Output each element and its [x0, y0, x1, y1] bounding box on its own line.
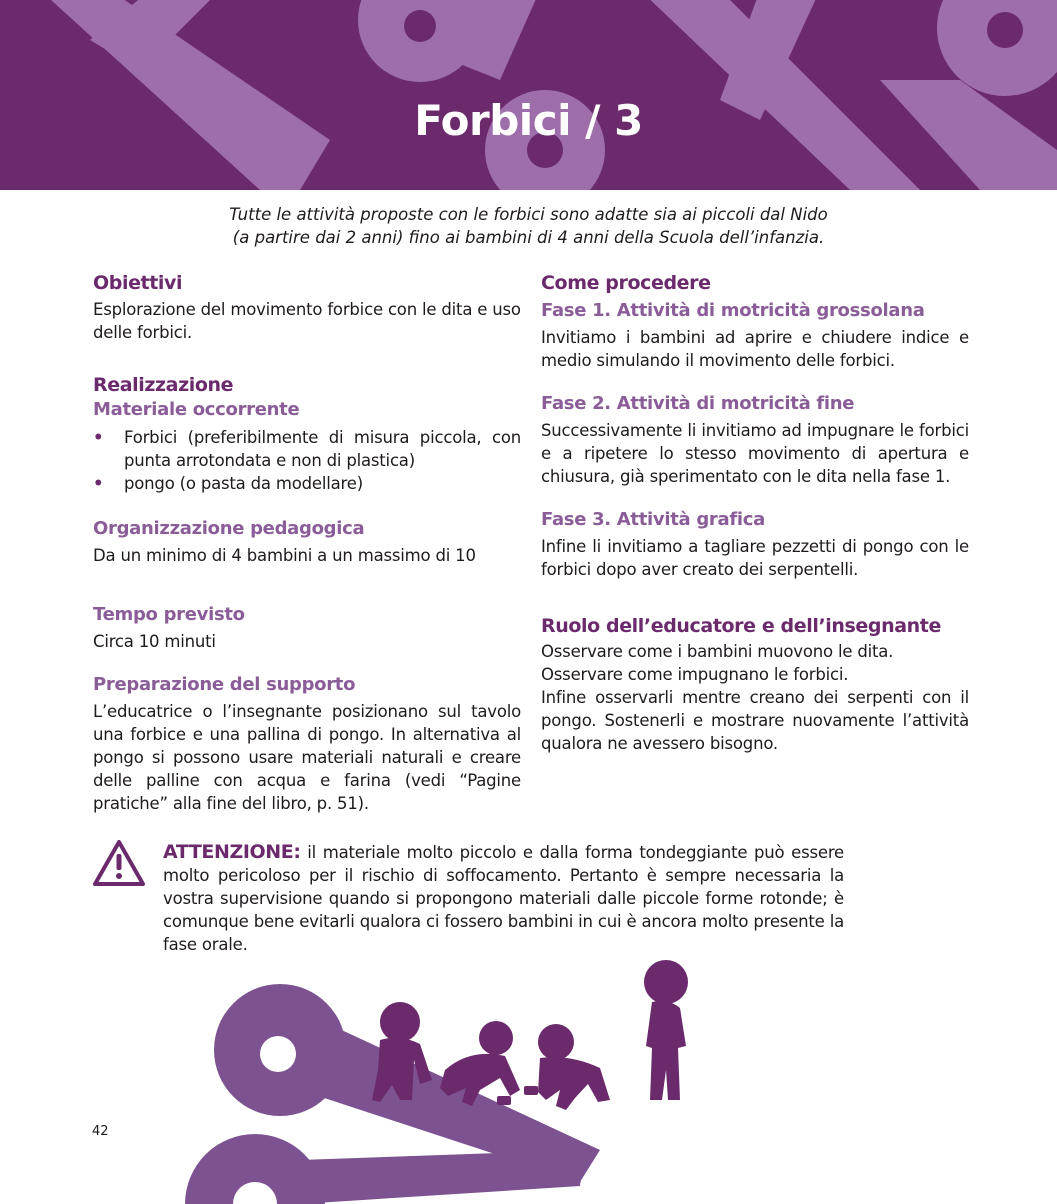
left-column	[93, 270, 521, 815]
fase3-heading: Fase 3. Attività grafica	[541, 509, 765, 530]
scissors-pattern-decoration	[0, 0, 1057, 190]
ruolo-heading: Ruolo dell’educatore e dell’insegnante	[541, 615, 941, 637]
warning-label: ATTENZIONE:	[163, 841, 301, 863]
list-item	[93, 472, 521, 495]
ruolo-line: Infine osservarli mentre creano dei serpenti con il pongo. Sostenerli e mostrare nuovamente l’attività qualora ne avessero bisogno.	[541, 688, 969, 753]
intro-text	[0, 203, 1057, 249]
organizzazione-text: Da un minimo di 4 bambini a un massimo di 10	[93, 546, 476, 565]
page-number: 42	[92, 1124, 109, 1139]
materiale-list	[93, 426, 521, 495]
scissors-children-illustration	[0, 950, 1057, 1204]
warning-note	[163, 841, 844, 956]
come-procedere-heading: Come procedere	[541, 272, 711, 294]
page-title: Forbici / 3	[414, 96, 643, 145]
fase3-text: Infine li invitiamo a tagliare pezzetti di pongo con le forbici dopo aver creato dei serpentelli.	[541, 537, 969, 579]
intro-line: Tutte le attività proposte con le forbici sono adatte sia ai piccoli dal Nido	[229, 205, 828, 224]
obiettivi-heading: Obiettivi	[93, 272, 183, 294]
bullet-icon: •	[93, 474, 104, 493]
preparazione-text: L’educatrice o l’insegnante posizionano sul tavolo una forbice e una pallina di pongo. In alternativa al pongo si possono usare materiali naturali e creare delle palline con acqua e farina (vedi “Pagine pratiche” alla fine del libro, p. 51).	[93, 702, 521, 813]
list-item	[93, 426, 521, 472]
tempo-heading: Tempo previsto	[93, 604, 245, 625]
warning-text: il materiale molto piccolo e dalla forma tondeggiante può essere molto pericoloso per il rischio di soffocamento. Pertanto è sempre necessaria la vostra supervisione quando si propongono materiali dalle piccole forme rotonde; è comunque bene evitarli qualora ci fossero bambini in cui è ancora molto presente la fase orale.	[163, 843, 844, 954]
tempo-text: Circa 10 minuti	[93, 632, 216, 651]
fase2-heading: Fase 2. Attività di motricità fine	[541, 393, 855, 414]
organizzazione-heading: Organizzazione pedagogica	[93, 518, 365, 539]
intro-line: (a partire dai 2 anni) fino ai bambini di 4 anni della Scuola dell’infanzia.	[232, 228, 825, 247]
bullet-icon: •	[93, 428, 104, 447]
warning-triangle-icon	[92, 838, 146, 888]
ruolo-line: Osservare come i bambini muovono le dita.	[541, 642, 894, 661]
fase1-heading: Fase 1. Attività di motricità grossolana	[541, 300, 925, 321]
realizzazione-heading: Realizzazione	[93, 374, 234, 396]
preparazione-heading: Preparazione del supporto	[93, 674, 356, 695]
list-item-text: pongo (o pasta da modellare)	[124, 474, 363, 493]
fase2-text: Successivamente li invitiamo ad impugnare le forbici e a ripetere lo stesso movimento di apertura e chiusura, già sperimentato con le dita nella fase 1.	[541, 421, 969, 486]
fase1-text: Invitiamo i bambini ad aprire e chiudere indice e medio simulando il movimento delle forbici.	[541, 328, 969, 370]
obiettivi-text: Esplorazione del movimento forbice con le dita e uso delle forbici.	[93, 300, 521, 342]
header-banner	[0, 0, 1057, 190]
materiale-heading: Materiale occorrente	[93, 399, 300, 420]
list-item-text: Forbici (preferibilmente di misura piccola, con punta arrotondata e non di plastica)	[124, 428, 521, 470]
ruolo-line: Osservare come impugnano le forbici.	[541, 665, 849, 684]
right-column	[541, 270, 969, 755]
